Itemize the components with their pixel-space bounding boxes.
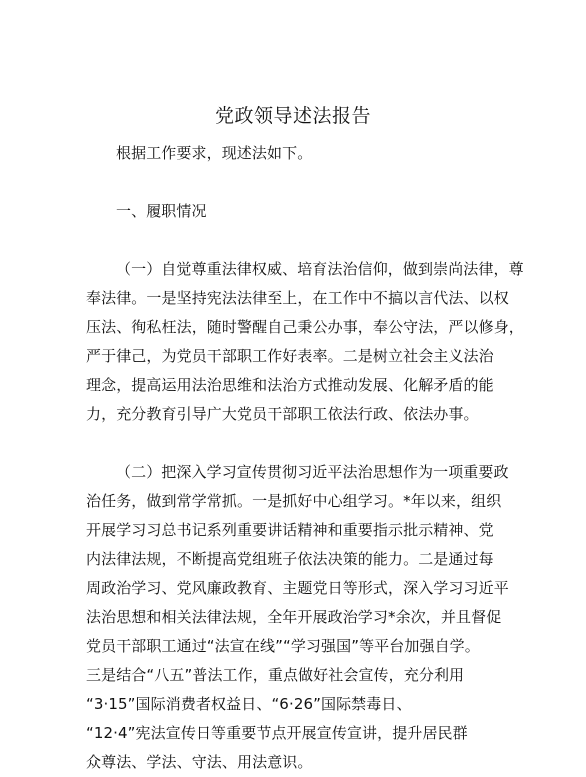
paragraph-line: 三是结合“八五”普法工作，重点做好社会宣传，充分利用 <box>86 666 465 684</box>
paragraph-line: 严于律己，为党员干部职工作好表率。二是树立社会主义法治 <box>86 347 494 365</box>
paragraph-line: 内法律法规，不断提高党组班子依法决策的能力。二是通过每 <box>86 550 494 568</box>
paragraph-line: （二）把深入学习宣传贯彻习近平法治思想作为一项重要政 <box>116 463 509 481</box>
paragraph-2 <box>86 458 516 777</box>
paragraph-line: 党员干部职工通过“法宣在线”“学习强国”等平台加强自学。 <box>86 637 480 655</box>
paragraph-line: （一）自觉尊重法律权威、培育法治信仰，做到崇尚法律，尊 <box>116 260 524 278</box>
paragraph-line: “12·4”宪法宣传日等重要节点开展宣传宣讲，提升居民群 <box>86 724 468 742</box>
paragraph-line: 力，充分教育引导广大党员干部职工依法行政、依法办事。 <box>86 405 479 423</box>
document-body <box>86 139 524 777</box>
paragraph-line: 理念，提高运用法治思维和法治方式推动发展、化解矛盾的能 <box>86 376 494 394</box>
spacer <box>86 226 516 255</box>
spacer <box>86 429 516 458</box>
paragraph-line: 周政治学习、党风廉政教育、主题党日等形式，深入学习习近平 <box>86 579 509 597</box>
document-title: 党政领导述法报告 <box>214 105 371 127</box>
paragraph-line: 法治思想和相关法律法规，全年开展政治学习*余次，并且督促 <box>86 608 502 626</box>
spacer <box>86 168 516 197</box>
intro-text: 根据工作要求，现述法如下。 <box>116 144 313 162</box>
paragraph-line: 众尊法、学法、守法、用法意识。 <box>86 753 313 771</box>
section-heading: 一、履职情况 <box>116 202 207 220</box>
paragraph-line: “3·15”国际消费者权益日、“6·26”国际禁毒日、 <box>86 695 412 713</box>
paragraph-line: 奉法律。一是坚持宪法法律至上，在工作中不搞以言代法、以权 <box>86 289 509 307</box>
paragraph-line: 压法、徇私枉法，随时警醒自己秉公办事，奉公守法，严以修身， <box>86 318 524 336</box>
paragraph-line: 开展学习习总书记系列重要讲话精神和重要指示批示精神、党 <box>86 521 494 539</box>
paragraph-1 <box>86 255 524 429</box>
paragraph-line: 治任务，做到常学常抓。一是抓好中心组学习。*年以来，组织 <box>86 492 502 510</box>
